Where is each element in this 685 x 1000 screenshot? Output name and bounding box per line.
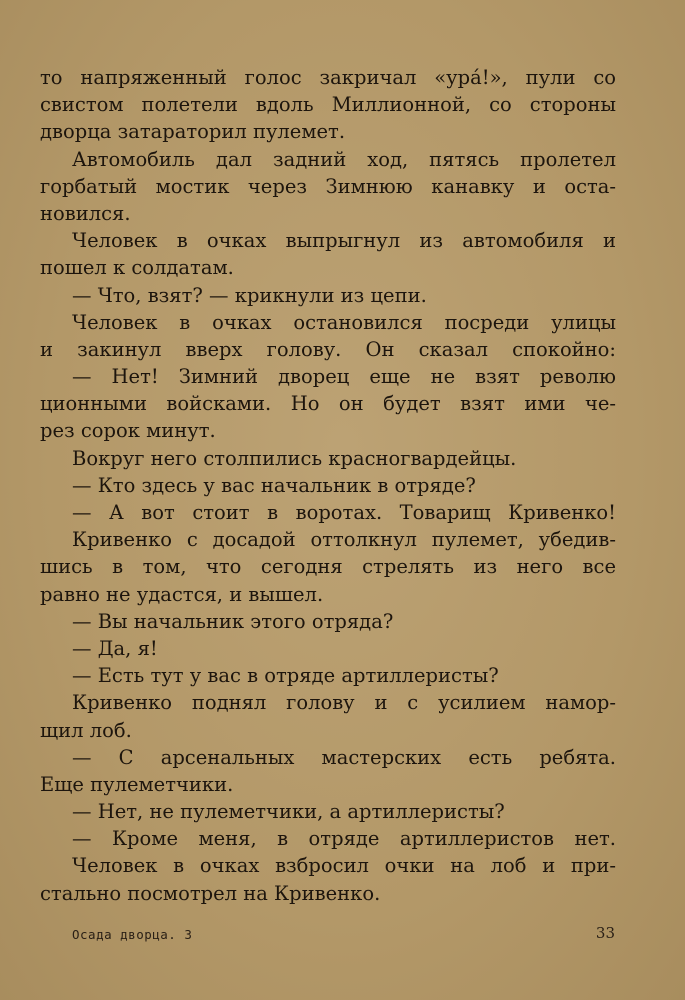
text-line <box>40 880 616 907</box>
text-line-content: и закинул вверх голову. Он сказал спокойно: <box>40 337 616 361</box>
page-number: 33 <box>595 924 615 942</box>
text-line-content: — Нет, не пулеметчики, а артиллеристы? <box>72 800 505 824</box>
text-line-content: — Кроме меня, в отряде артиллеристов нет. <box>72 827 616 851</box>
text-line <box>40 200 616 227</box>
text-line <box>40 472 616 499</box>
text-line <box>40 744 616 771</box>
text-line-content: — Кто здесь у вас начальник в отряде? <box>72 473 476 497</box>
text-line <box>40 526 616 553</box>
text-line <box>40 798 616 825</box>
text-line <box>40 553 616 580</box>
text-line <box>40 336 616 363</box>
text-line <box>40 146 616 173</box>
text-line-content: — А вот стоит в воротах. Товарищ Кривенко! <box>72 501 616 524</box>
text-line-content: стально посмотрел на Кривенко. <box>40 881 381 905</box>
text-line-content: щил лоб. <box>40 718 132 742</box>
text-line <box>40 608 616 635</box>
text-line <box>40 309 616 336</box>
text-line <box>40 390 616 417</box>
text-line-content: пошел к солдатам. <box>40 256 234 280</box>
text-line <box>40 499 616 526</box>
text-line <box>40 282 616 309</box>
text-line <box>40 254 616 281</box>
text-line-content: дворца затараторил пулемет. <box>40 120 346 144</box>
text-line <box>40 689 616 716</box>
text-line-content: Еще пулеметчики. <box>40 772 234 796</box>
text-line <box>40 635 616 662</box>
text-line <box>40 717 616 744</box>
text-line-content: — Что, взят? — крикнули из цепи. <box>72 283 427 307</box>
text-line <box>40 64 616 91</box>
text-line-content: ционными войсками. Но он будет взят ими че- <box>40 392 616 416</box>
text-line-content: — Есть тут у вас в отряде артиллеристы? <box>72 664 499 688</box>
text-line-content: то напряженный голос закричал «ура́!», пули со <box>40 66 616 89</box>
text-line-content: горбатый мостик через Зимнюю канавку и оста- <box>40 174 616 198</box>
text-line-content: — С арсенальных мастерских есть ребята. <box>72 745 616 769</box>
text-line <box>40 662 616 689</box>
text-line-content: — Вы начальник этого отряда? <box>72 609 394 633</box>
text-line-content: шись в том, что сегодня стрелять из него все <box>40 555 616 579</box>
text-line-content: Кривенко поднял голову и с усилием намор- <box>72 691 616 715</box>
text-line <box>40 227 616 254</box>
body-text <box>40 64 616 907</box>
text-line-content: новился. <box>40 201 131 225</box>
text-line-content: — Да, я! <box>72 636 158 660</box>
text-line <box>40 91 616 118</box>
text-line <box>40 771 616 798</box>
text-line <box>40 852 616 879</box>
text-line-content: свистом полетели вдоль Миллионной, со стороны <box>40 93 616 117</box>
text-line-content: равно не удастся, и вышел. <box>40 582 324 606</box>
text-line <box>40 118 616 145</box>
text-line <box>40 417 616 444</box>
printer-signature-mark: Осада дворца. 3 <box>72 927 193 942</box>
text-line <box>40 581 616 608</box>
text-line-content: Человек в очках взбросил очки на лоб и при- <box>72 854 616 878</box>
text-line-content: — Нет! Зимний дворец еще не взят револю <box>72 365 616 389</box>
text-line-content: Кривенко с досадой оттолкнул пулемет, убедив- <box>72 528 616 552</box>
text-line-content: Автомобиль дал задний ход, пятясь пролетел <box>72 147 616 171</box>
text-line <box>40 825 616 852</box>
text-line-content: рез сорок минут. <box>40 419 216 443</box>
text-line <box>40 173 616 200</box>
text-line <box>40 363 616 390</box>
text-line-content: Человек в очках выпрыгнул из автомобиля и <box>72 229 616 253</box>
text-line-content: Человек в очках остановился посреди улицы <box>72 310 616 334</box>
text-line-content: Вокруг него столпились красногвардейцы. <box>72 446 517 470</box>
text-line <box>40 445 616 472</box>
